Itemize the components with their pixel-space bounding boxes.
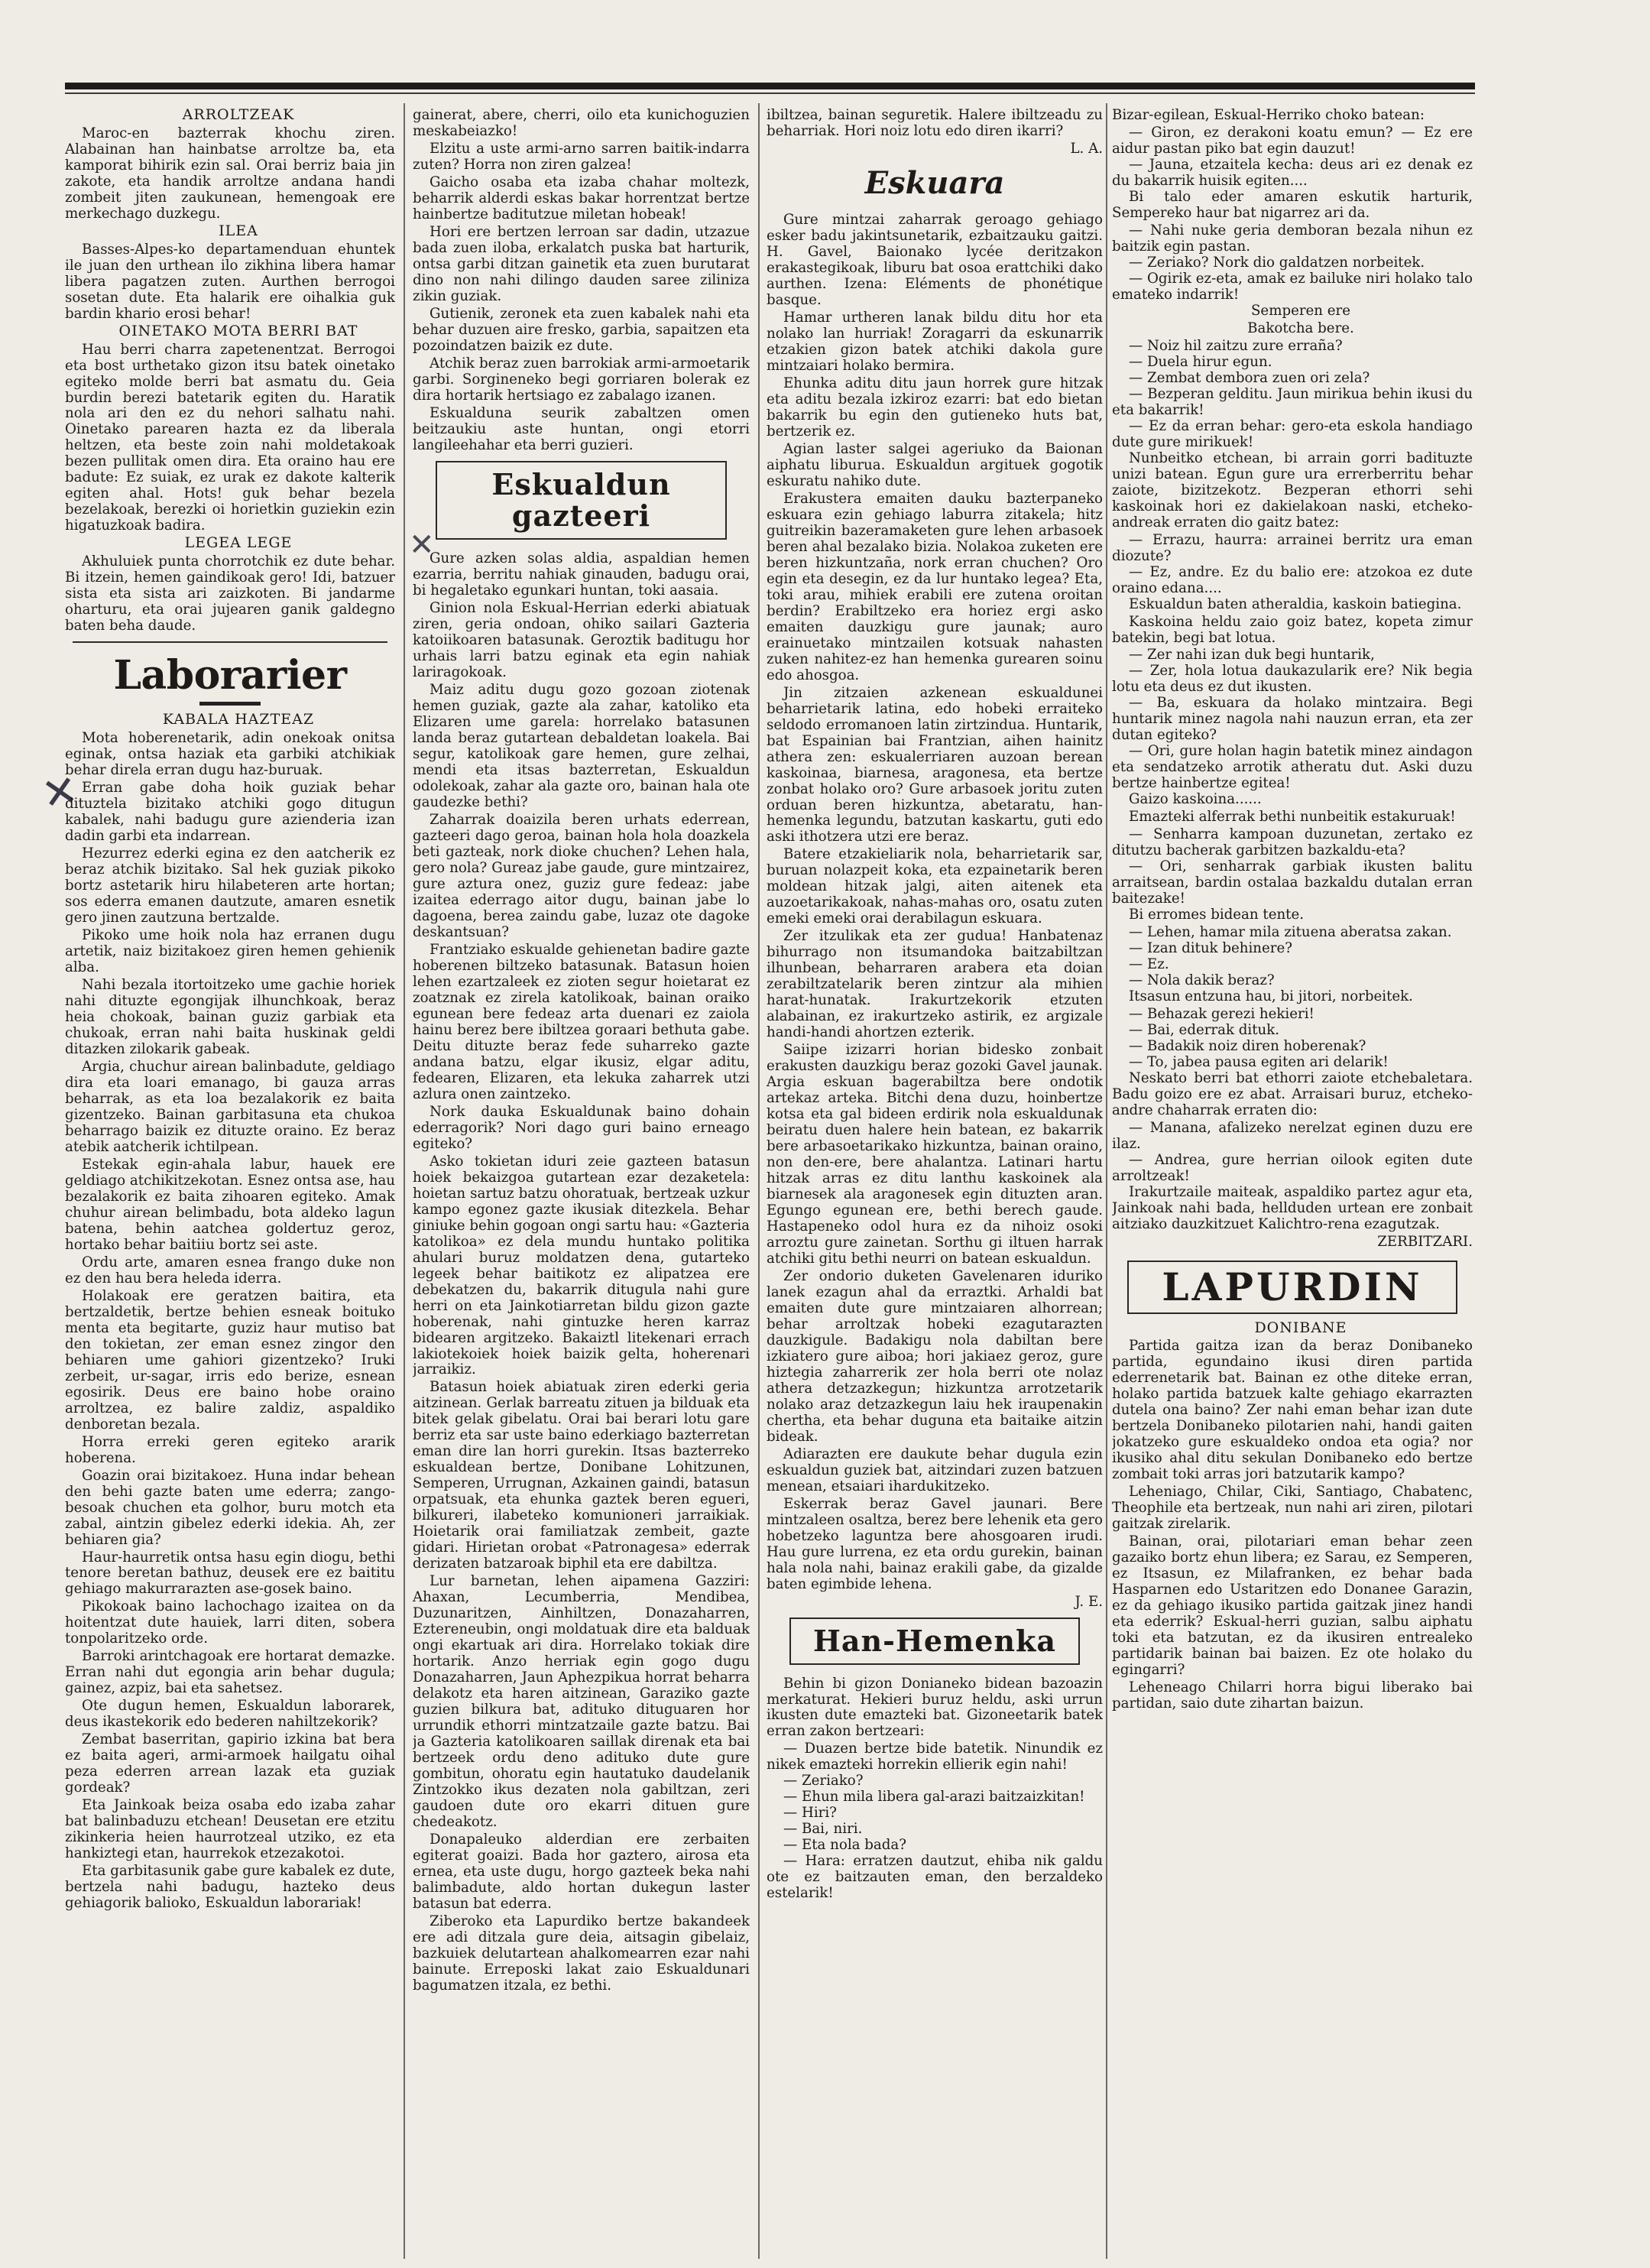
dialogue-line: — Eta nola bada?: [783, 1837, 907, 1854]
paragraph: Asko tokietan iduri zeie gazteen batasun hoiek bekaizgoa gutartean ezar dezaketela: hoietan sartuz batzu ohoratuak, bertzeak uzkur kampo egonez gazte ikusiak ditezkela. Behar giniuke behin gogoan ongi sartu hau: «Gazteria katolikoa» ez dela mundu huntako politika ahulari buruz moldatzen dena, gutarteko legeek behar baitikotz ez alipatzea ere debekatzen du, bakarrik ditugula nahi gure herri on eta Jainkotiarretan bildu gizon gazte hoberenak, nahi gintuzke heren karraz bidearen argitzeko. Bakaiztl litekenari errach lakiotekoiek hoiek baizik gelta, hoherenari jarraikiz.: [413, 1153, 750, 1378]
paragraph: Bainan, orai, pilotariari eman behar zeen gazaiko bortz ehun libera; ez Sarau, ez Semperen, ez Itsasun, ez Milafranken, ez behar bada Hasparnen edo Ustaritzen edo Donanee Garazin, ez da gehiago ikusiko partida gaitzak jinez handi eta ederrik? Eskual-herri guzian, salbu aiphatu toki eta batzutan, ez da ikusiren entrealeko partidarik bainan bai baizen. Ez ote holako du egingarri?: [1112, 1533, 1473, 1679]
signature: ZERBITZARI.: [1377, 1233, 1473, 1250]
column-3: [767, 107, 1103, 2263]
dialogue-line: — To, jabea pausa egiten ari delarik!: [1129, 1054, 1389, 1071]
paragraph: Lur barnetan, lehen aipamena Gazziri: Ahaxan, Lecumberria, Mendibea, Duzunaritzen, Ainhiltzen, Donazaharren, Eztereneubin, ongi moldatuak dire eta balduak ongi ekartuak ari dira. Horrelako tokiak dire hortarik. Anzo herriak egin gogo dugu Donazaharren, Jaun Aphezpikua horrat beharra delakotz eta haren aitzinean, Garaziko gazte guzien bilkura bat, adituko dituguaren hor urrundik ethorri mintzatzaile gazte batzu. Bai ja Gazteria katolikoaren saillak direnak eta bai bertzeek ordu deno adituko dute gure gombitun, ohoratu egin hautatuko daudelanik Zintzokko ikus dezaten nola gabiltzan, zeri gaudoen dute oro ekarri dituen gure chedeakotz.: [413, 1573, 750, 1831]
paragraph: Gutienik, zeronek eta zuen kabalek nahi eta behar duzuen aire fresko, garbia, sapaitzen eta pozoindatzen baizik ez dute.: [413, 305, 750, 354]
dialogue-line: — Ori, gure holan hagin batetik minez aindagon eta sendatzeko arrotik atheratu dut. Aski duzu bertze hainbertze egitea!: [1112, 743, 1473, 792]
paragraph: Eta garbitasunik gabe gure kabalek ez dute, bertzela nahi badugu, hazteko deus gehiagorik balioko, Eskualdun laborariak!: [65, 1863, 395, 1912]
column-separator: [758, 103, 760, 2259]
dialogue-line: — Ogirik ez-eta, amak ez bailuke niri holako talo emateko indarrik!: [1112, 270, 1473, 303]
paragraph: Batere etzakieliarik nola, beharrietarik sar, buruan nolazpeit koka, eta ezpainetarik beren moldean hitzak jalgi, aiten aitenek eta auzoetarikakoak, nahas-mahas oro, osatu zuten emeki emeki orai derabilagun eskuara.: [767, 846, 1103, 927]
paragraph: Ote dugun hemen, Eskualdun laborarek, deus ikastekorik edo bederen nahiltzekorik?: [65, 1698, 395, 1731]
dialogue-line: — Zer nahi izan duk begi huntarik,: [1129, 647, 1375, 664]
paragraph: Holakoak ere geratzen baitira, eta bertzaldetik, bertze behien esneak boituko menta eta begitarte, guziz haur mutiso bat den tokietan, zer eman esnez zingor den behiaren ume gahiori gizentzeko? Iruki zerbeit, ur-sagar, irris edo berize, esnean egosirik. Deus ere baino hobe oraino arroltzea, ez balire zaldiz, aspaldiko denboretan bezala.: [65, 1287, 395, 1433]
paragraph: Akhuluiek punta chorrotchik ez dute behar. Bi itzein, hemen gaindikoak gero! Idi, batzuer sista eta sista ari zaizkoten. Bi jandarme oharturu, eta orai jujearen ganik galdegno baten beha daude.: [65, 553, 395, 634]
paragraph: Pikoko ume hoik nola haz erranen dugu artetik, naiz bizitakoez giren hemen gehienik alba.: [65, 927, 395, 976]
column-separator: [1106, 103, 1107, 2259]
paragraph: Ginion nola Eskual-Herrian ederki abiatuak ziren, geria ondoan, ohiko sailari Gazteria katoiikoaren batasunak. Geroztik baditugu hor urhais larri batzu eginak eta egin nahiak lariragokoak.: [413, 600, 750, 681]
paragraph: Hau berri charra zapetenentzat. Berrogoi eta bost urthetako gizon itsu batek oinetako egiteko molde berri bat asmatu du. Geia burdin berezi batetarik egiten du. Haratik nola ari den ez du nehori salhatu nahi. Oinetako parearen hazta ez da liberala heltzen, eta beste zoin nahi moldetakoak bezen pullitak omen dira. Eta oraino hau ere badute: Ez suiak, ez urak ez dakote kalterik egiten ahal. Hots! guk behar bezela bezelakoak, berezki oi horietkin guziekin ezin higatuzkoak badira.: [65, 341, 395, 534]
headline-han-hemenka: Han-Hemenka: [789, 1617, 1080, 1665]
pencil-cross-mark: ✕: [409, 527, 435, 563]
dialogue-line: — Ez.: [1129, 956, 1169, 973]
dialogue-line: — Nahi nuke geria demboran bezala nihun ez baitzik egin pastan.: [1112, 222, 1473, 255]
paragraph: Zembat baserritan, gapirio izkina bat bera ez baita ageri, armi-armoek hailgatu oihal peza ederren arrean lazak eta guziak gordeak?: [65, 1731, 395, 1796]
paragraph: Eta Jainkoak beiza osaba edo izaba zahar bat balinbaduzu etchean! Deusetan ere etzitu zikinkeria heien haurrotzeal utziko, ez eta hankiztegi etan, haurrekok etzezakotoi.: [65, 1797, 395, 1862]
paragraph: Bi erromes bidean tente.: [1129, 907, 1305, 923]
dialogue-line: — Behazak gerezi hekieri!: [1129, 1006, 1314, 1023]
paragraph: Donapaleuko alderdian ere zerbaiten egiterat goaizi. Bada hor gaztero, airosa eta ernea, eta uste dugu, horgo gazteek beka nahi balimbadute, aldo hortan dukegun laster batasun bat ederra.: [413, 1832, 750, 1912]
paragraph: Zer itzulikak eta zer gudua! Hanbatenaz bihurrago non itsumandoka baitzabiltzan ilhunbean, beharraren arabera eta doian zerabiltzatelarik beren zintzur ala mihien harat-hunatak. Irakurtzekorik etzuten alabainan, ez irakurtzeko astirik, ez argizale handi-handi ahortzen ezterik.: [767, 928, 1103, 1041]
headline-laborarier: Laborarier: [113, 652, 347, 699]
dialogue-line: — Manana, afalizeko nerelzat eginen duzu ere ilaz.: [1112, 1120, 1473, 1153]
paragraph: Adiarazten ere daukute behar dugula ezin eskualdun guziek bat, aitzindari zuzen batzuen menean, etsaiari ihardukitzeko.: [767, 1445, 1103, 1494]
dialogue-line: — Senharra kampoan duzunetan, zertako ez ditutzu bacherak garbitzen bazkaldu-eta?: [1112, 826, 1473, 859]
paragraph: Hezurrez ederki egina ez den aatcherik ez beraz atchik bizitako. Sal hek guziak pikoko bortz astetarik hiru hilabeteren arte hortan; sos ederra emanen dautzute, amaren esnetik gero jinen zautzuna bertzalde.: [65, 845, 395, 926]
paragraph: Goazin orai bizitakoez. Huna indar behean den behi gazte baten ume ederra; zango-besoak chuchen eta golhor, buru motch eta zabal, aintzin gibelez ederki idekia. Ah, zer behiaren gia?: [65, 1467, 395, 1548]
paragraph: Basses-Alpes-ko departamenduan ehuntek ile juan den urthean ilo zikhina libera hamar libera pagatzen zuten. Aurthen berrogoi sosetan dute. Eta halarik ere oihalkia guk bardin khario erosi behar!: [65, 241, 395, 322]
paragraph: Bizar-egilean, Eskual-Herriko choko batean:: [1112, 107, 1425, 123]
paragraph: Leheneago Chilarri horra bigui liberako bai partidan, saio dute zihartan baizun.: [1112, 1679, 1473, 1712]
paragraph: Neskato berri bat ethorri zaiote etchebaletara. Badu goizo ere ez abat. Arraisari buruz, etcheko-andre chaharrak erraten dio:: [1112, 1070, 1473, 1119]
top-rule: [65, 83, 1475, 89]
paragraph: Pikokoak baino lachochago izaitea on da hoitentzat dute hauiek, larri diten, sobera tonpolaritzeko orde.: [65, 1598, 395, 1647]
dialogue-line: — Bai, ederrak dituk.: [1129, 1022, 1280, 1039]
paragraph: Kaskoina heldu zaio goiz batez, kopeta zimur batekin, begi bat lotua.: [1112, 613, 1473, 646]
dialogue-line: — Nola dakik beraz?: [1129, 972, 1275, 989]
section-title: ILEA: [219, 222, 258, 239]
headline-eskualdun-gazteeri: Eskualdun gazteeri: [436, 461, 727, 540]
headline-lapurdin: LAPURDIN: [1127, 1261, 1457, 1314]
dialogue-line: — Ez, andre. Ez du balio ere: atzokoa ez dute oraino edana....: [1112, 563, 1473, 596]
dialogue-line: — Hiri?: [783, 1805, 837, 1822]
paragraph: Partida gaitza izan da beraz Donibaneko partida, egundaino ikusi diren partida ederrenetarik bat. Bainan ez othe diteke erran, holako partida batzuek kalte gehiago ekarrazten dutela ona baino? Zer nahi eman behar izan dute bertzela Donibaneko pilotarien nahi, handi gaiten jokatzeko gure eskualdeko ondoa eta ogia? nor ikusiko ahal ditu sekulan Donibaneko edo bertze zombait toki arras jori batzutarik kampo?: [1112, 1338, 1473, 1483]
dialogue-line: — Hara: erratzen dautzut, ehiba nik galdu ote ez baitzauten eman, den berzaldeko estelarik!: [767, 1853, 1103, 1902]
paragraph: Gure mintzai zaharrak geroago gehiago esker badu jakintsunetarik, ezbaitzauku gaitzi. H. Gavel, Baionako lycée deritzakon erakastegikoak, liburu bat osoa erattchiki dako aurthen. Izena: Eléments de phonétique basque.: [767, 212, 1103, 308]
paragraph: Batasun hoiek abiatuak ziren ederki geria aitzinean. Gerlak barreatu zituen ja bilduak eta bitek gelak gibelatu. Orai bai berari lotu gare berriz eta sar uste baino ederkiago bazterretan eman dire lan horri gurekin. Itsas bazterreko eskualdean bertze, Donibane Lohitzunen, Semperen, Urrugnan, Azkainen gaindi, batasun orpatsuak, eta ehunka gaztek beren egueri, bilkureri, ilabeteko komunioneri jarraikiak. Hoietarik orai familiatzak zembeit, gazte gidari. Hirietan orobat «Patronagesa» ederrak derizaten batzaroak biphil eta ere dabiltza.: [413, 1379, 750, 1572]
paragraph: gainerat, abere, cherri, oilo eta kunichoguzien meskabeiazko!: [413, 107, 750, 139]
paragraph: Gure azken solas aldia, aspaldian hemen ezarria, berritu nahiak ginauden, badugu orai, bi hegaletako egunkari huntan, toki aasaia.: [413, 550, 750, 599]
dialogue-line: — Bai, niri.: [783, 1821, 863, 1838]
paragraph: Nork dauka Eskualdunak baino dohain ederragorik? Nori dago guri baino erneago egiteko?: [413, 1103, 750, 1152]
paragraph: Estekak egin-ahala labur, hauek ere geldiago atchikitzekotan. Esnez ontsa ase, hau bezalakorik ez baita zihoaren egiteko. Amak chuhur airean belimbadu, bota aldeko lagun batena, behin aatchea goldertuz geroz, hortako behar baitiiu bortz sei aste.: [65, 1156, 395, 1253]
column-separator: [404, 103, 405, 2259]
section-title: OINETAKO MOTA BERRI BAT: [118, 322, 358, 339]
paragraph: Zer ondorio duketen Gavelenaren iduriko lanek ezagun ahal da erraztki. Arhaldi bat emaiten dute gure mintzaiaren alhorrean; behar arroltzak hobeki ezagutarazten dauzkigule. Badakigu nola dabiltan bere izkiatero gure aiboa; hori jakiaez geroz, gure hiztegia zaharrerik zer hola berri ote nolaz athera detzazkegun; hizkuntza arrotzetarik nolako araz detzazkegun laiu hek iraupenakin chertha, eta behar duguna eta baitaike aitzin bideak.: [767, 1268, 1103, 1445]
dialogue-line: — Ba, eskuara da holako mintzaira. Begi huntarik minez nagola nahi nauzun erran, eta zer dutan egiteko?: [1112, 695, 1473, 744]
paragraph: Eskualdun baten atheraldia, kaskoin batiegina.: [1129, 595, 1462, 612]
dialogue-line: — Zeriako?: [783, 1773, 864, 1789]
pencil-cross-mark: ✕: [37, 765, 83, 821]
paragraph: Hamar urtheren lanak bildu ditu hor eta nolako lan hurriak! Zoragarri da eskunarrik etzakien gizon batek atchiki dakola gure mintzaiari holako bermira.: [767, 309, 1103, 374]
paragraph: Bi talo eder amaren eskutik harturik, Sempereko haur bat nigarrez ari da.: [1112, 188, 1473, 221]
top-rule-thin: [65, 92, 1475, 94]
section-title: ARROLTZEAK: [182, 107, 295, 123]
dialogue-line: — Andrea, gure herrian oilook egiten dute arroltzeak!: [1112, 1152, 1473, 1184]
dialogue-line: — Izan dituk behinere?: [1129, 940, 1292, 957]
paragraph: Emazteki alferrak bethi nunbeitik estakuruak!: [1129, 809, 1456, 826]
dialogue-line: — Errazu, haurra: arrainei berritz ura eman diozute?: [1112, 531, 1473, 564]
dialogue-line: — Noiz hil zaitzu zure erraña?: [1129, 337, 1343, 354]
dialogue-line: — Zeriako? Nork dio galdatzen norbeitek.: [1129, 254, 1425, 271]
section-title: KABALA HAZTEAZ: [162, 711, 315, 728]
column-1: [65, 107, 395, 2263]
paragraph: Ziberoko eta Lapurdiko bertze bakandeek ere adi ditzala gure deia, aitsagin gibelaiz, bazkuiek delutartean ahalkomearren ezar nahi bainute. Erreposki lakat zaio Eskualdunari bagumatzen itzala, ez bethi.: [413, 1913, 750, 1994]
column-4: [1112, 107, 1473, 2263]
centered-line: Bakotcha bere.: [1247, 320, 1354, 336]
paragraph: ibiltzea, bainan seguretik. Halere ibiltzeadu zu beharriak. Hori noiz lotu edo diren ikarri?: [767, 107, 1103, 139]
paragraph: Frantziako eskualde gehienetan badire gazte hoberenen biltzeko batasunak. Batasun hoien lehen ezartzaleek ez zioten segur hoietarat ez zoatznak ez zirela katolikoak, bainan oraiko egunean bere fedeaz arta duenari ez zaiola hainu berez bere ibiltzea goraari bethuta gabe. Deitu dituzte beraz fede suharreko gazte andana batzu, elgar ikusiz, elgar aditu, fedearen, Elizaren, eta lekuka zaharrek utzi azlura onen zaintzeko.: [413, 941, 750, 1102]
dialogue-line: — Ehun mila libera gal-arazi baitzaizkitan!: [783, 1789, 1085, 1806]
paragraph: Eskualduna seurik zabaltzen omen beitzaukiu aste huntan, ongi etorri langileehahar eta berri guzieri.: [413, 404, 750, 453]
signature: J. E.: [1075, 1593, 1103, 1610]
paragraph: Barroki arintchagoak ere hortarat demazke. Erran nahi dut egongia arin behar dugula; gainez, azpiz, bai eta sahetsez.: [65, 1648, 395, 1697]
section-title: LEGEA LEGE: [184, 534, 293, 552]
paragraph: Hori ere bertzen lerroan sar dadin, utzazue bada zuen iloba, erkalatch puska bat harturik, ontsa garbi ditzan gainetik eta zuen burutarat dino non nahi dilingo dauden saree ziliniza zikin guziak.: [413, 223, 750, 304]
dialogue-line: — Giron, ez derakoni koatu emun? — Ez ere aidur pastan piko bat egin dauzut!: [1112, 124, 1473, 157]
paragraph: Ehunka aditu ditu jaun horrek gure hitzak eta aditu bezala izkiroz ezarri: bat edo bietan bakarrik bu egin den gutieneko huts bat, bertzerik ez.: [767, 375, 1103, 440]
paragraph: Haur-haurretik ontsa hasu egin diogu, bethi tenore beretan bathuz, deusek ere ez baititu gehiago makurrarazten ase-gosek baino.: [65, 1549, 395, 1598]
paragraph: Eskerrak beraz Gavel jaunari. Bere mintzaleen osaltza, berez bere lehenik eta gero hobetzeko laguntza bere ahosgoaren irudi. Hau gure lurrena, ez eta ordu gurekin, bainan hala nola nahi, bainaz erakili gabe, da gizalde baten egimbide lehena.: [767, 1495, 1103, 1592]
paragraph: Horra erreki geren egiteko ararik hoberena.: [65, 1433, 395, 1466]
dialogue-line: — Duazen bertze bide batetik. Ninundik ez nikek emazteki horrekin ellierik egin nahi!: [767, 1741, 1103, 1773]
dialogue-line: — Lehen, hamar mila zituena aberatsa zakan.: [1129, 924, 1452, 941]
dialogue-line: — Zembat dembora zuen ori zela?: [1129, 369, 1370, 386]
dialogue-line: — Duela hirur egun.: [1129, 353, 1272, 370]
paragraph: Behin bi gizon Donianeko bidean bazoazin merkaturat. Hekieri buruz heldu, aski urrun ikusten dute emazteki bat. Gizoneetarik batek erran zakon bertzeari:: [767, 1675, 1103, 1740]
paragraph: Agian laster salgei ageriuko da Baionan aiphatu liburua. Eskualdun argituek gogotik eskuratu nahiko dute.: [767, 440, 1103, 489]
paragraph: Leheniago, Chilar, Ciki, Santiago, Chabatenc, Theophile eta bertzeak, nun nahi ari ziren, pilotari gaitzak zirelarik.: [1112, 1484, 1473, 1533]
headline-eskuara: Eskuara: [864, 164, 1005, 201]
paragraph: Itsasun entzuna hau, bi jitori, norbeitek.: [1129, 988, 1413, 1005]
paragraph: Nahi bezala itortoitzeko ume gachie horiek nahi dituzte egongijak ilhunchkoak, beraz heia chokoak, bainan guziz garbiak eta chukoak, erran nahi baita huskinak geldi ditazken zilokarik gabeak.: [65, 977, 395, 1057]
paragraph: Saiipe izizarri horian bidesko zonbait erakusten dauzkigu beraz gozoki Gavel jaunak. Argia eskuan bagerabiltza bere ondotik artekaz arteka. Bitchi dena duzu, hoinbertze kotsa eta gal bideen erdirik nola eskualdunak beiratu duen halere hein batean, ez bakarrik bere arbasoetarikako hizkuntza, bainan oraino, non den-ere, bere ahalantza. Latinari hartu hitzak arras ez ditu lanthu kaskoinek ala biarnesek ala aragonesek egin dituzten aran. Egungo egunean ere, bethi berech gaude. Hastapeneko odol hura ez da nihoiz osoki arroztu gure zainetan. Sorthu gi iltuen harrak atchiki gitu bethi neurri on batean eskualdun.: [767, 1042, 1103, 1267]
dialogue-line: — Ori, senharrak garbiak ikusten balitu arraitsean, bardin ostalaa bazkaldu dutalan erran baitezake!: [1112, 858, 1473, 907]
dialogue-line: — Jauna, etzaitela kecha: deus ari ez denak ez du bakarrik huisik egiten....: [1112, 156, 1473, 189]
paragraph: Elzitu a uste armi-arno sarren baitik-indarra zuten? Horra non ziren galzea!: [413, 140, 750, 173]
paragraph: Jin zitzaien azkenean eskualdunei beharrietarik latina, edo hobeki erraiteko seldodo erromanoen latin zirtzindua. Huntarik, bat Espainian bai Frantzian, aihen hainitz athera zen: eskualerriaren auzoan berean kaskoinaa, biarnesa, aragonesa, eta bertze zonbat holako oro? Gure arbasoek joritu zuten orduan beren hizkuntza, abetaratu, han-hemenka legundu, batzutan kaskartu, guti edo aski ithotzera utzi ere beraz.: [767, 684, 1103, 845]
paragraph: Atchik beraz zuen barrokiak armi-armoetarik garbi. Sorgineneko begi gorriaren bolerak ez dira hortarik hertsiago ez zabalago izanen.: [413, 355, 750, 404]
dialogue-line: — Badakik noiz diren hoberenak?: [1129, 1038, 1366, 1055]
paragraph: Maiz aditu dugu gozo gozoan ziotenak hemen guziak, gazte ala zahar, katoliko eta Elizaren ume garela: horrelako batasunen landa beraz gutartean debaldetan loakela. Bai segur, katolikoak gare hemen, gure zelhai, mendi eta itsas bazterretan, Eskualdun odolekoak, zahar ala gazte oro, bainan hala ote gaudezke bethi?: [413, 682, 750, 811]
paragraph: Zaharrak doaizila beren urhats ederrean, gazteeri dago geroa, bainan hola hola doazkela beti gazteak, nork dioke chuchen? Lehen hala, gero nola? Gureaz jabe gaude, gure mintzairez, gure aztura onez, guziz gure fedeaz: jabe izaitea ederrago aitor dugu, bainan jabe lo dagoena, berea zaindu gabe, luzaz ote dagoke deskantsuan?: [413, 812, 750, 940]
headline-dash: [199, 702, 261, 706]
paragraph: Gaicho osaba eta izaba chahar moltezk, beharrik alderdi eskas bakar horrentzat bertze hainbertze baditutzue miletan hobeak!: [413, 174, 750, 222]
dialogue-line: — Ez da erran behar: gero-eta eskola handiago dute gure mirikuek!: [1112, 417, 1473, 450]
section-title: DONIBANE: [1254, 1319, 1347, 1336]
paragraph: Erakustera emaiten dauku bazterpaneko eskuara ezin gehiago laburra zitakela; hitz guitreikin bazeramaketen gure lehen arbasoek beren ahal bezalako bizia. Nolakoa zuketen ere beren hizkuntzaña, nork erran chuchen? Oro egin eta desegin, ez da lur huntako legea? Eta, toki arau, mihiek erabili ere zutena oroitan berdin? Erabiltzeko era horiez ergi asko emaiten dauzkigu gure jaunak; auro erainuetako mintzailen kotsuak nahasten zuken nahitez-ez han hemenka gurearen soinu edo ahosgoa.: [767, 490, 1103, 683]
paragraph: Erran gabe doha hoik guziak behar dituztela bizitako atchiki gogo ditugun kabalek, nahi badugu gure azienderia izan dadin garbi eta indarrean.: [65, 780, 395, 845]
paragraph: Nunbeitko etchean, bi arrain gorri badituzte unizi batean. Egun gure ura errerberritu behar zaiote, bizitzekotz. Bezperan ethorri sehi kaskoinak hori ez dakielakoan naski, etcheko-andreak erraten dio gaitz batez:: [1112, 449, 1473, 530]
paragraph: Mota hoberenetarik, adin onekoak onitsa eginak, ontsa haziak eta garbiki atchikiak behar direla erran dugu haz-buruak.: [65, 730, 395, 779]
paragraph: Maroc-en bazterrak khochu ziren. Alabainan han hainbatse arroltze ba, eta kamporat bihirik ezin sal. Orai berriz baia jin zakote, eta handik arroltze andana handi zombeit jiten zaukunean, hemengoak ere merkechago duzkegu.: [65, 125, 395, 222]
section-rule: [73, 641, 387, 643]
centered-line: Semperen ere: [1250, 302, 1351, 319]
paragraph: Irakurtzaile maiteak, aspaldiko partez agur eta, Jainkoak nahi bada, hellduden urtean ere zonbait aitziako dauzkitzuet Kalichtro-rena ezagutzak.: [1112, 1183, 1473, 1232]
dialogue-line: — Zer, hola lotua daukazularik ere? Nik begia lotu eta deus ez dut ikusten.: [1112, 663, 1473, 696]
column-2: [413, 107, 750, 2263]
paragraph: Ordu arte, amaren esnea frango duke non ez den hau bera heleda iderra.: [65, 1254, 395, 1286]
paragraph: Argia, chuchur airean balinbadute, geldiago dira eta loari emanago, bi gauza arras beharrak, as eta loa bezalakorik ez baita gizentzeko. Bainan garbitasuna eta chukoa beharrago baizik ez dituzte oraino. Ez beraz atebik aatcherik ichtilpean.: [65, 1058, 395, 1155]
paragraph: Gaizo kaskoina......: [1129, 791, 1262, 808]
dialogue-line: — Bezperan gelditu. Jaun mirikua behin ikusi du eta bakarrik!: [1112, 385, 1473, 418]
signature: L. A.: [1070, 140, 1103, 157]
